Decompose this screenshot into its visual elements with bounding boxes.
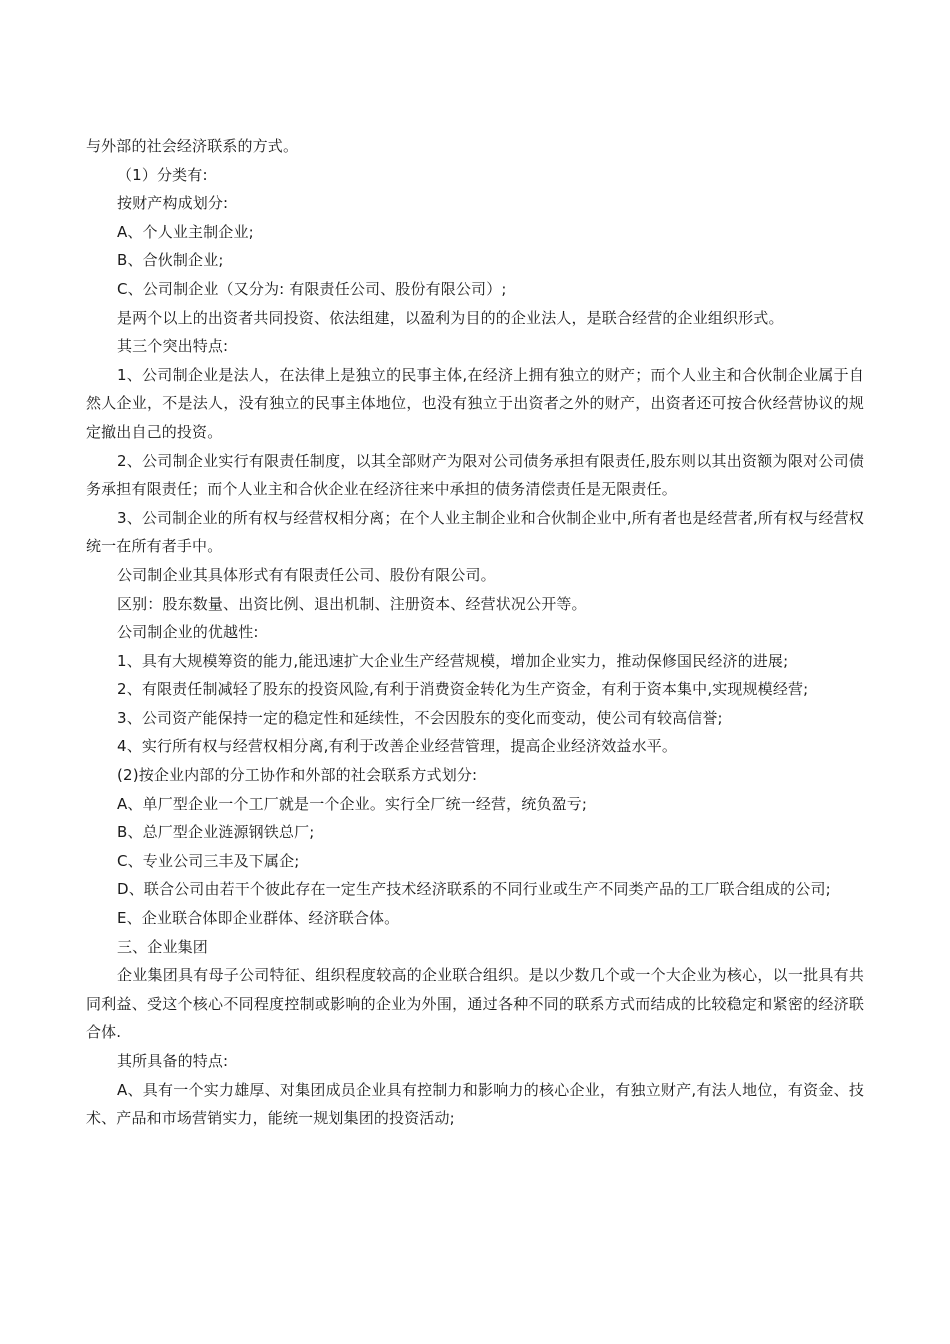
list-item: A、单厂型企业一个工厂就是一个企业。实行全厂统一经营，统负盈亏; <box>117 794 588 813</box>
document-page <box>86 132 864 1133</box>
list-item: 3、公司资产能保持一定的稳定性和延续性，不会因股东的变化而变动，使公司有较高信誉; <box>117 708 723 727</box>
list-item: A、具有一个实力雄厚、对集团成员企业具有控制力和影响力的核心企业，有独立财产,有法人地位，有资金、技术、产品和市场营销实力，能统一规划集团的投资活动; <box>86 1080 864 1128</box>
list-item: C、专业公司三丰及下属企; <box>117 851 300 870</box>
paragraph: （1）分类有: <box>117 165 208 184</box>
paragraph: 其三个突出特点: <box>117 337 229 356</box>
list-item: 2、有限责任制减轻了股东的投资风险,有利于消费资金转化为生产资金，有利于资本集中,实现规模经营; <box>117 680 809 699</box>
paragraph: 与外部的社会经济联系的方式。 <box>86 137 299 155</box>
list-item: B、总厂型企业涟源钢铁总厂; <box>117 823 315 842</box>
list-item: E、企业联合体即企业群体、经济联合体。 <box>117 909 400 928</box>
list-item: 1、公司制企业是法人，在法律上是独立的民事主体,在经济上拥有独立的财产；而个人业主和合伙制企业属于自然人企业，不是法人，没有独立的民事主体地位，也没有独立于出资者之外的财产，出资者还可按合伙经营协议的规定撤出自己的投资。 <box>86 365 864 441</box>
paragraph: 企业集团具有母子公司特征、组织程度较高的企业联合组织。是以少数几个或一个大企业为核心，以一批具有共同利益、受这个核心不同程度控制或影响的企业为外围，通过各种不同的联系方式而结成的比较稳定和紧密的经济联合体. <box>86 966 864 1042</box>
list-item: A、个人业主制企业; <box>117 222 254 241</box>
paragraph: 区别：股东数量、出资比例、退出机制、注册资本、经营状况公开等。 <box>117 594 587 613</box>
list-item: D、联合公司由若干个彼此存在一定生产技术经济联系的不同行业或生产不同类产品的工厂联合组成的公司; <box>117 880 831 899</box>
paragraph: (2)按企业内部的分工协作和外部的社会联系方式划分: <box>117 766 478 785</box>
list-item: 1、具有大规模筹资的能力,能迅速扩大企业生产经营规模，增加企业实力，推动保修国民经济的进展; <box>117 651 789 670</box>
section-heading: 三、企业集团 <box>117 937 208 956</box>
list-item: C、公司制企业（又分为: 有限责任公司、股份有限公司）; <box>117 279 507 298</box>
paragraph: 是两个以上的出资者共同投资、依法组建，以盈利为目的的企业法人，是联合经营的企业组织形式。 <box>117 308 784 327</box>
paragraph: 按财产构成划分: <box>117 194 229 213</box>
paragraph: 公司制企业的优越性: <box>117 623 259 642</box>
list-item: 4、实行所有权与经营权相分离,有利于改善企业经营管理，提高企业经济效益水平。 <box>117 737 678 756</box>
paragraph: 公司制企业其具体形式有有限责任公司、股份有限公司。 <box>117 565 496 584</box>
paragraph: 其所具备的特点: <box>117 1052 229 1070</box>
list-item: B、合伙制企业; <box>117 251 224 270</box>
list-item: 3、公司制企业的所有权与经营权相分离；在个人业主制企业和合伙制企业中,所有者也是经营者,所有权与经营权统一在所有者手中。 <box>86 508 864 556</box>
list-item: 2、公司制企业实行有限责任制度，以其全部财产为限对公司债务承担有限责任,股东则以其出资额为限对公司债务承担有限责任；而个人业主和合伙企业在经济往来中承担的债务清偿责任是无限责任。 <box>86 451 864 499</box>
